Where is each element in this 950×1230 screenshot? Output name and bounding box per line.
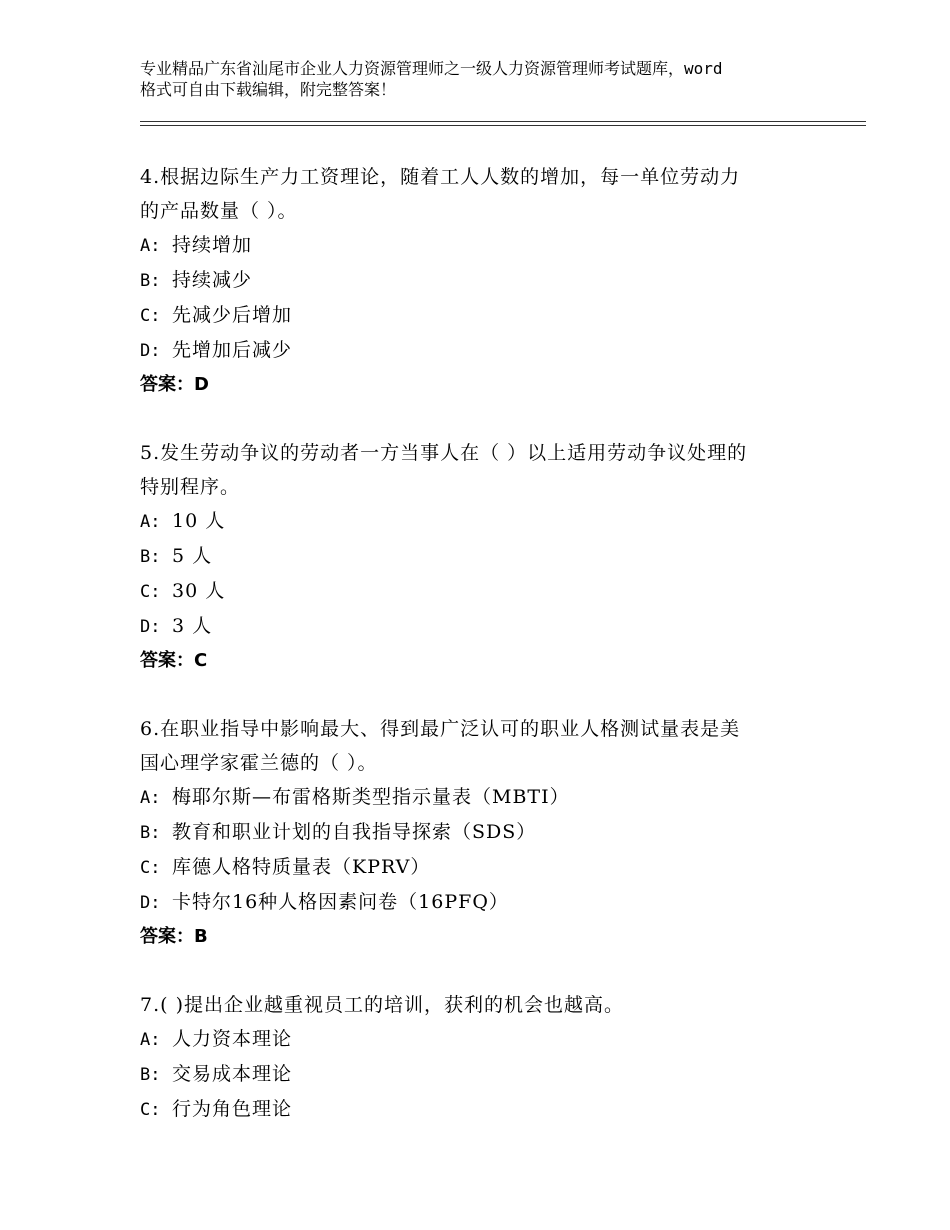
question-stem: 5.发生劳动争议的劳动者一方当事人在（ ）以上适用劳动争议处理的	[140, 442, 748, 464]
question-stem: 4.根据边际生产力工资理论，随着工人人数的增加，每一单位劳动力	[140, 166, 741, 188]
option-text: 库德人格特质量表（KPRV）	[172, 856, 431, 878]
option-b	[140, 263, 840, 298]
option-letter: C:	[140, 858, 161, 878]
option-text: 10 人	[172, 510, 226, 532]
option-letter: A:	[140, 236, 161, 256]
option-letter: B:	[140, 547, 161, 567]
option-letter: D:	[140, 341, 161, 361]
question-stem: 特别程序。	[140, 476, 241, 498]
option-a	[140, 1022, 840, 1057]
option-text: 持续减少	[172, 269, 253, 291]
header-divider-top	[140, 121, 866, 122]
option-letter: C:	[140, 306, 161, 326]
question-stem: 6.在职业指导中影响最大、得到最广泛认可的职业人格测试量表是美	[140, 718, 741, 740]
option-text: 持续增加	[172, 234, 253, 256]
option-c	[140, 298, 840, 333]
option-a	[140, 504, 840, 539]
option-letter: B:	[140, 1065, 161, 1085]
option-text: 5 人	[172, 545, 213, 567]
answer-line: 答案：B	[140, 926, 208, 947]
answer-line: 答案：D	[140, 374, 209, 395]
question-4	[140, 160, 840, 402]
option-text: 30 人	[172, 580, 226, 602]
option-letter: B:	[140, 271, 161, 291]
option-text: 教育和职业计划的自我指导探索（SDS）	[172, 821, 537, 843]
option-a	[140, 228, 840, 263]
header-line-1: 专业精品广东省汕尾市企业人力资源管理师之一级人力资源管理师考试题库，word	[140, 59, 723, 78]
option-letter: B:	[140, 823, 161, 843]
document-header	[140, 58, 830, 100]
option-c	[140, 1092, 840, 1127]
option-letter: C:	[140, 582, 161, 602]
option-text: 先增加后减少	[172, 339, 293, 361]
header-divider-bottom	[140, 125, 866, 126]
option-a	[140, 780, 840, 815]
option-letter: D:	[140, 617, 161, 637]
option-c	[140, 574, 840, 609]
question-6	[140, 712, 840, 954]
question-5	[140, 436, 840, 678]
option-b	[140, 1057, 840, 1092]
option-letter: D:	[140, 893, 161, 913]
option-d	[140, 609, 840, 644]
option-text: 卡特尔16种人格因素问卷（16PFQ）	[172, 891, 509, 913]
question-stem: 7.( )提出企业越重视员工的培训，获利的机会也越高。	[140, 994, 624, 1016]
question-list	[140, 160, 840, 1127]
option-b	[140, 539, 840, 574]
option-d	[140, 333, 840, 368]
option-text: 3 人	[172, 615, 213, 637]
header-line-2: 格式可自由下载编辑，附完整答案！	[140, 80, 397, 99]
option-d	[140, 885, 840, 920]
option-c	[140, 850, 840, 885]
answer-line: 答案：C	[140, 650, 208, 671]
question-7	[140, 988, 840, 1127]
question-stem: 国心理学家霍兰德的（ ）。	[140, 752, 378, 774]
option-letter: A:	[140, 1030, 161, 1050]
question-stem: 的产品数量（ ）。	[140, 200, 298, 222]
option-text: 梅耶尔斯—布雷格斯类型指示量表（MBTI）	[172, 786, 570, 808]
option-text: 交易成本理论	[172, 1063, 293, 1085]
option-text: 人力资本理论	[172, 1028, 293, 1050]
option-letter: A:	[140, 512, 161, 532]
option-text: 先减少后增加	[172, 304, 293, 326]
option-b	[140, 815, 840, 850]
option-text: 行为角色理论	[172, 1098, 293, 1120]
option-letter: A:	[140, 788, 161, 808]
option-letter: C:	[140, 1100, 161, 1120]
